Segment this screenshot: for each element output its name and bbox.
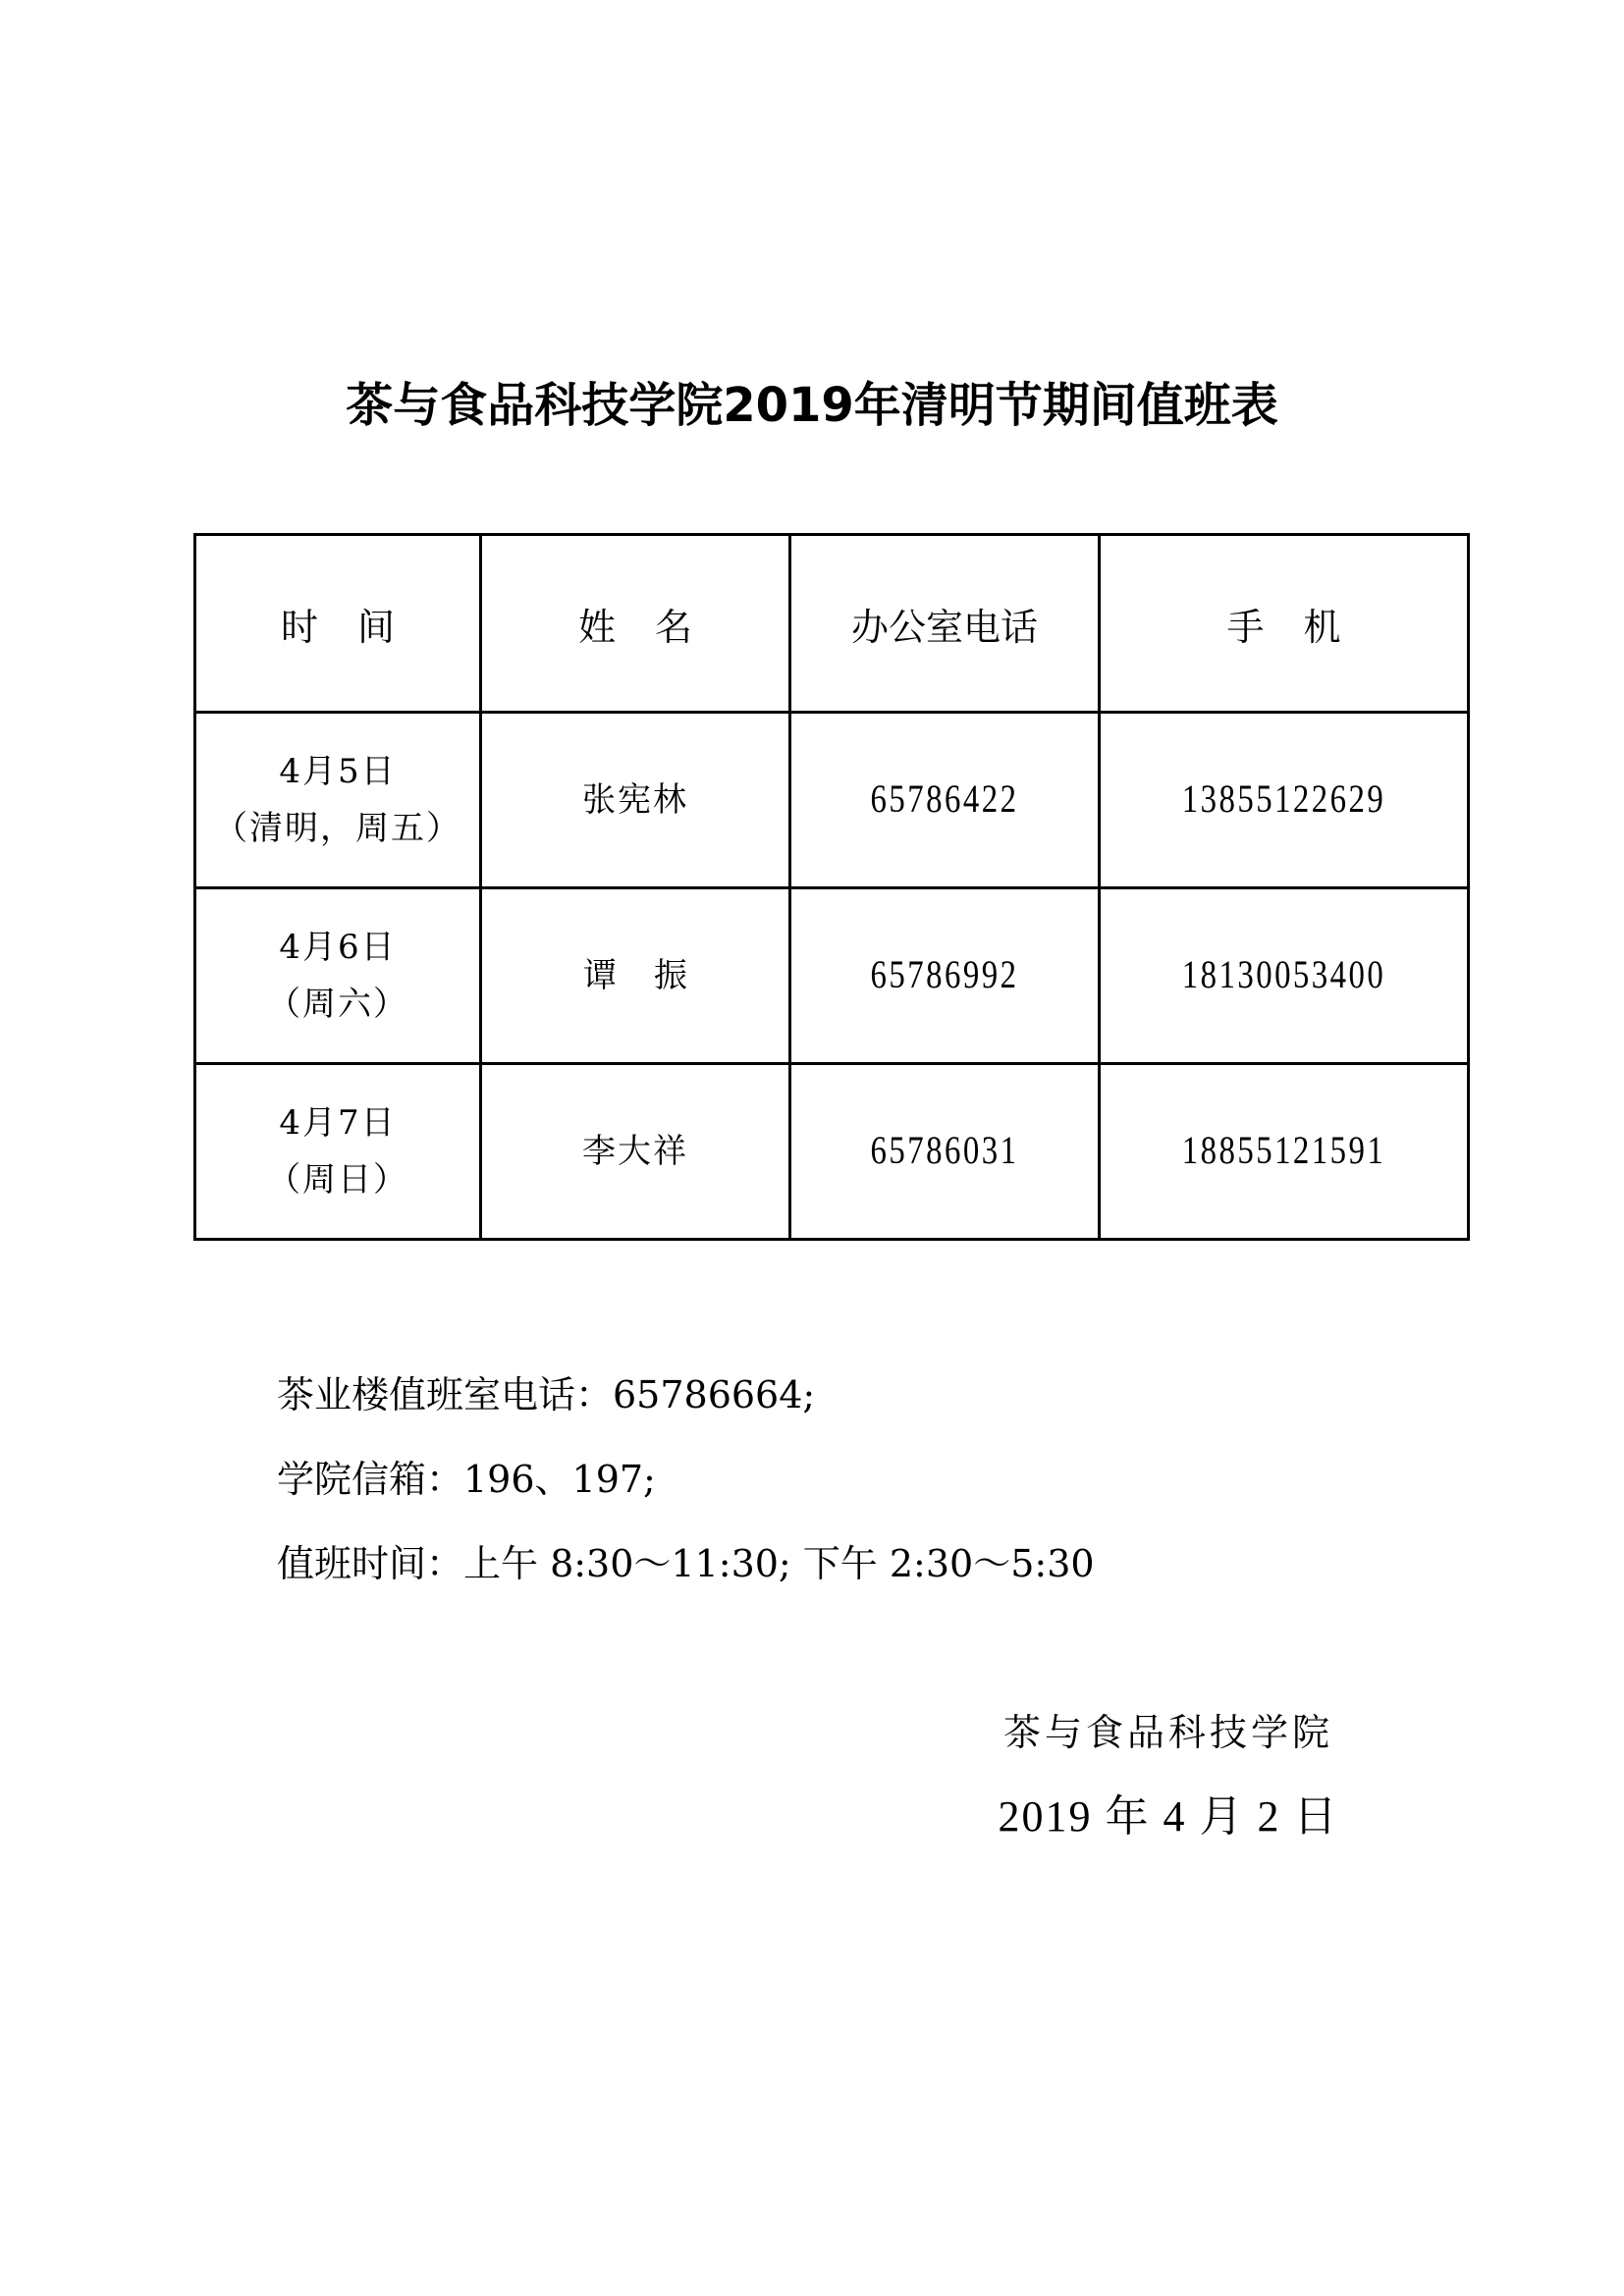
table-row bbox=[195, 713, 1469, 888]
cell-office-phone: 65786992 bbox=[790, 888, 1100, 1064]
signature-date: 2019 年 4 月 2 日 bbox=[998, 1792, 1339, 1841]
cell-name: 谭振 bbox=[481, 888, 790, 1064]
cell-mobile: 18855121591 bbox=[1100, 1064, 1469, 1240]
signature-block bbox=[982, 1690, 1355, 1859]
page-title: 茶与食品科技学院2019年清明节期间值班表 bbox=[346, 378, 1278, 433]
note-duty-hours: 值班时间：上午 8:30～11:30; 下午 2:30～5:30 bbox=[277, 1542, 1095, 1585]
signature-organization: 茶与食品科技学院 bbox=[1002, 1711, 1333, 1754]
note-mailbox: 学院信箱：196、197; bbox=[277, 1458, 656, 1501]
cell-date: 4月5日 （清明，周五） bbox=[195, 713, 481, 888]
cell-name: 李大祥 bbox=[481, 1064, 790, 1240]
cell-mobile: 18130053400 bbox=[1100, 888, 1469, 1064]
header-office-phone: 办公室电话 bbox=[790, 535, 1100, 713]
cell-date: 4月6日 （周六） bbox=[195, 888, 481, 1064]
header-time: 时间 bbox=[195, 535, 481, 713]
duty-schedule-table bbox=[193, 533, 1470, 1241]
header-mobile: 手机 bbox=[1100, 535, 1469, 713]
cell-date: 4月7日 （周日） bbox=[195, 1064, 481, 1240]
cell-name: 张宪林 bbox=[481, 713, 790, 888]
table-header-row bbox=[195, 535, 1469, 713]
note-duty-room-phone: 茶业楼值班室电话：65786664; bbox=[277, 1373, 816, 1416]
header-name: 姓名 bbox=[481, 535, 790, 713]
cell-office-phone: 65786031 bbox=[790, 1064, 1100, 1240]
cell-office-phone: 65786422 bbox=[790, 713, 1100, 888]
cell-mobile: 13855122629 bbox=[1100, 713, 1469, 888]
table-row bbox=[195, 1064, 1469, 1240]
table-row bbox=[195, 888, 1469, 1064]
notes-block bbox=[277, 1353, 1095, 1606]
